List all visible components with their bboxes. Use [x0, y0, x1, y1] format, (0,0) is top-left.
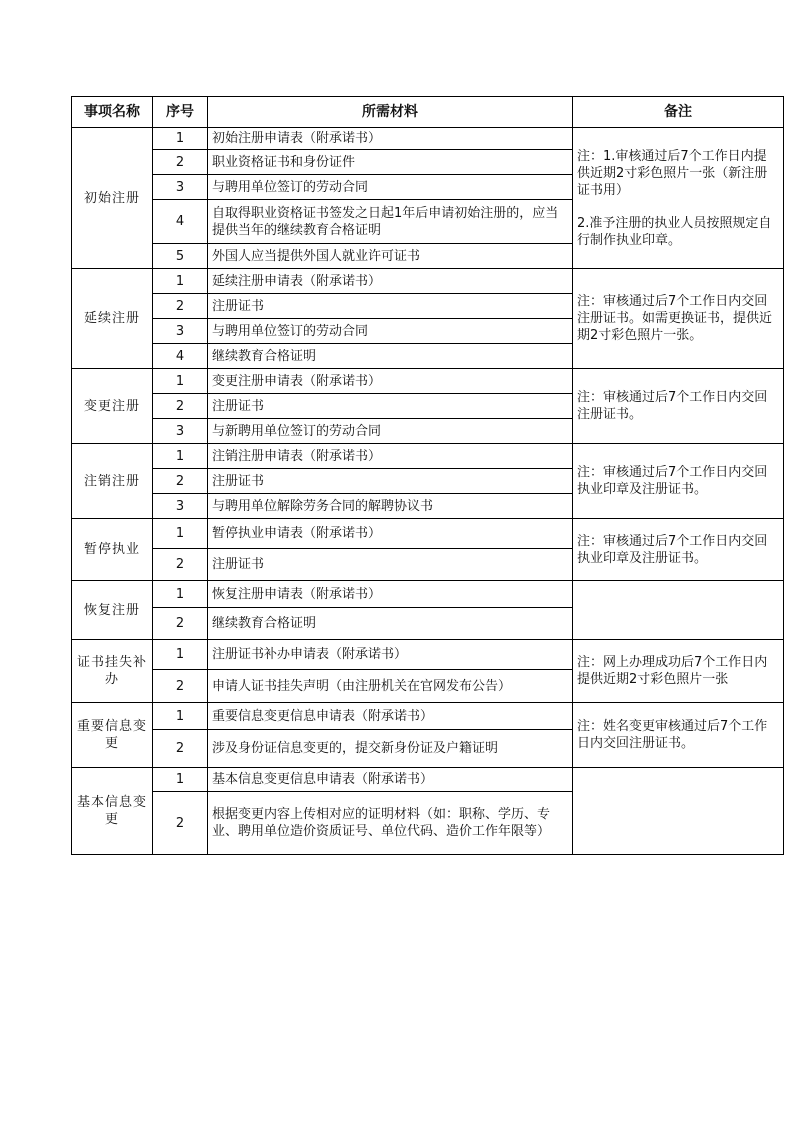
- material-cell: 变更注册申请表（附承诺书）: [208, 369, 573, 394]
- item-name-cell: 恢复注册: [72, 581, 153, 640]
- material-cell: 重要信息变更信息申请表（附承诺书）: [208, 703, 573, 730]
- note-gap: [577, 199, 779, 215]
- material-cell: 与聘用单位签订的劳动合同: [208, 319, 573, 344]
- seq-cell: 2: [153, 469, 208, 494]
- seq-cell: 1: [153, 519, 208, 549]
- seq-cell: 1: [153, 703, 208, 730]
- note-cell: [573, 703, 784, 768]
- note-text: 注：审核通过后7个工作日内交回注册证书。: [577, 390, 768, 422]
- seq-cell: 5: [153, 244, 208, 269]
- material-cell: 注册证书补办申请表（附承诺书）: [208, 640, 573, 670]
- seq-cell: 1: [153, 444, 208, 469]
- seq-cell: 3: [153, 494, 208, 519]
- material-cell: 注册证书: [208, 394, 573, 419]
- seq-cell: 2: [153, 608, 208, 640]
- note-cell: [573, 640, 784, 703]
- material-cell: 注销注册申请表（附承诺书）: [208, 444, 573, 469]
- seq-cell: 2: [153, 294, 208, 319]
- table-row: [72, 369, 784, 394]
- note-text: 注：姓名变更审核通过后7个工作日内交回注册证书。: [577, 719, 768, 751]
- note-cell: [573, 369, 784, 444]
- material-cell: 恢复注册申请表（附承诺书）: [208, 581, 573, 608]
- material-cell: 涉及身份证信息变更的，提交新身份证及户籍证明: [208, 730, 573, 768]
- material-cell: 注册证书: [208, 469, 573, 494]
- material-cell: 职业资格证书和身份证件: [208, 150, 573, 175]
- material-cell: 根据变更内容上传相对应的证明材料（如：职称、学历、专业、聘用单位造价资质证号、单位代码、造价工作年限等）: [208, 792, 573, 855]
- seq-cell: 3: [153, 319, 208, 344]
- note-cell: [573, 269, 784, 369]
- seq-cell: 1: [153, 369, 208, 394]
- seq-cell: 2: [153, 792, 208, 855]
- material-cell: 自取得职业资格证书签发之日起1年后申请初始注册的，应当提供当年的继续教育合格证明: [208, 200, 573, 244]
- material-cell: 暂停执业申请表（附承诺书）: [208, 519, 573, 549]
- table-body: [72, 128, 784, 855]
- header-materials: 所需材料: [208, 97, 573, 128]
- note-cell: [573, 768, 784, 855]
- note-cell: [573, 128, 784, 269]
- seq-cell: 1: [153, 640, 208, 670]
- note-cell: [573, 519, 784, 581]
- seq-cell: 1: [153, 581, 208, 608]
- table-row: [72, 581, 784, 608]
- seq-cell: 3: [153, 175, 208, 200]
- item-name-cell: 基本信息变更: [72, 768, 153, 855]
- note-text: 注：审核通过后7个工作日内交回执业印章及注册证书。: [577, 465, 768, 497]
- table-row: [72, 640, 784, 670]
- material-cell: 注册证书: [208, 294, 573, 319]
- note-cell: [573, 444, 784, 519]
- seq-cell: 1: [153, 128, 208, 150]
- seq-cell: 2: [153, 394, 208, 419]
- material-cell: 与聘用单位签订的劳动合同: [208, 175, 573, 200]
- material-cell: 外国人应当提供外国人就业许可证书: [208, 244, 573, 269]
- seq-cell: 2: [153, 670, 208, 703]
- item-name-cell: 证书挂失补办: [72, 640, 153, 703]
- header-notes: 备注: [573, 97, 784, 128]
- seq-cell: 4: [153, 200, 208, 244]
- seq-cell: 1: [153, 768, 208, 792]
- seq-cell: 2: [153, 549, 208, 581]
- material-cell: 初始注册申请表（附承诺书）: [208, 128, 573, 150]
- material-cell: 与新聘用单位签订的劳动合同: [208, 419, 573, 444]
- note-text: 注：1.审核通过后7个工作日内提供近期2寸彩色照片一张（新注册证书用）: [577, 148, 768, 198]
- table-row: [72, 703, 784, 730]
- seq-cell: 3: [153, 419, 208, 444]
- item-name-cell: 注销注册: [72, 444, 153, 519]
- seq-cell: 4: [153, 344, 208, 369]
- material-cell: 注册证书: [208, 549, 573, 581]
- seq-cell: 2: [153, 150, 208, 175]
- item-name-cell: 初始注册: [72, 128, 153, 269]
- item-name-cell: 变更注册: [72, 369, 153, 444]
- table-header-row: [72, 97, 784, 128]
- note-text: 注：审核通过后7个工作日内交回执业印章及注册证书。: [577, 533, 768, 566]
- material-cell: 与聘用单位解除劳务合同的解聘协议书: [208, 494, 573, 519]
- seq-cell: 2: [153, 730, 208, 768]
- table-row: [72, 519, 784, 549]
- table-row: [72, 128, 784, 150]
- note-text: 2.准予注册的执业人员按照规定自行制作执业印章。: [577, 215, 772, 248]
- note-text: 注：网上办理成功后7个工作日内提供近期2寸彩色照片一张: [577, 655, 768, 687]
- table-row: [72, 269, 784, 294]
- table-row: [72, 768, 784, 792]
- item-name-cell: 暂停执业: [72, 519, 153, 581]
- seq-cell: 1: [153, 269, 208, 294]
- material-cell: 继续教育合格证明: [208, 344, 573, 369]
- item-name-cell: 重要信息变更: [72, 703, 153, 768]
- material-cell: 基本信息变更信息申请表（附承诺书）: [208, 768, 573, 792]
- header-seq: 序号: [153, 97, 208, 128]
- item-name-cell: 延续注册: [72, 269, 153, 369]
- material-cell: 延续注册申请表（附承诺书）: [208, 269, 573, 294]
- header-item-name: 事项名称: [72, 97, 153, 128]
- material-cell: 继续教育合格证明: [208, 608, 573, 640]
- note-text: 注：审核通过后7个工作日内交回注册证书。如需更换证书，提供近期2寸彩色照片一张。: [577, 294, 773, 343]
- note-cell: [573, 581, 784, 640]
- table-row: [72, 444, 784, 469]
- material-cell: 申请人证书挂失声明（由注册机关在官网发布公告）: [208, 670, 573, 703]
- requirements-table: [71, 96, 784, 855]
